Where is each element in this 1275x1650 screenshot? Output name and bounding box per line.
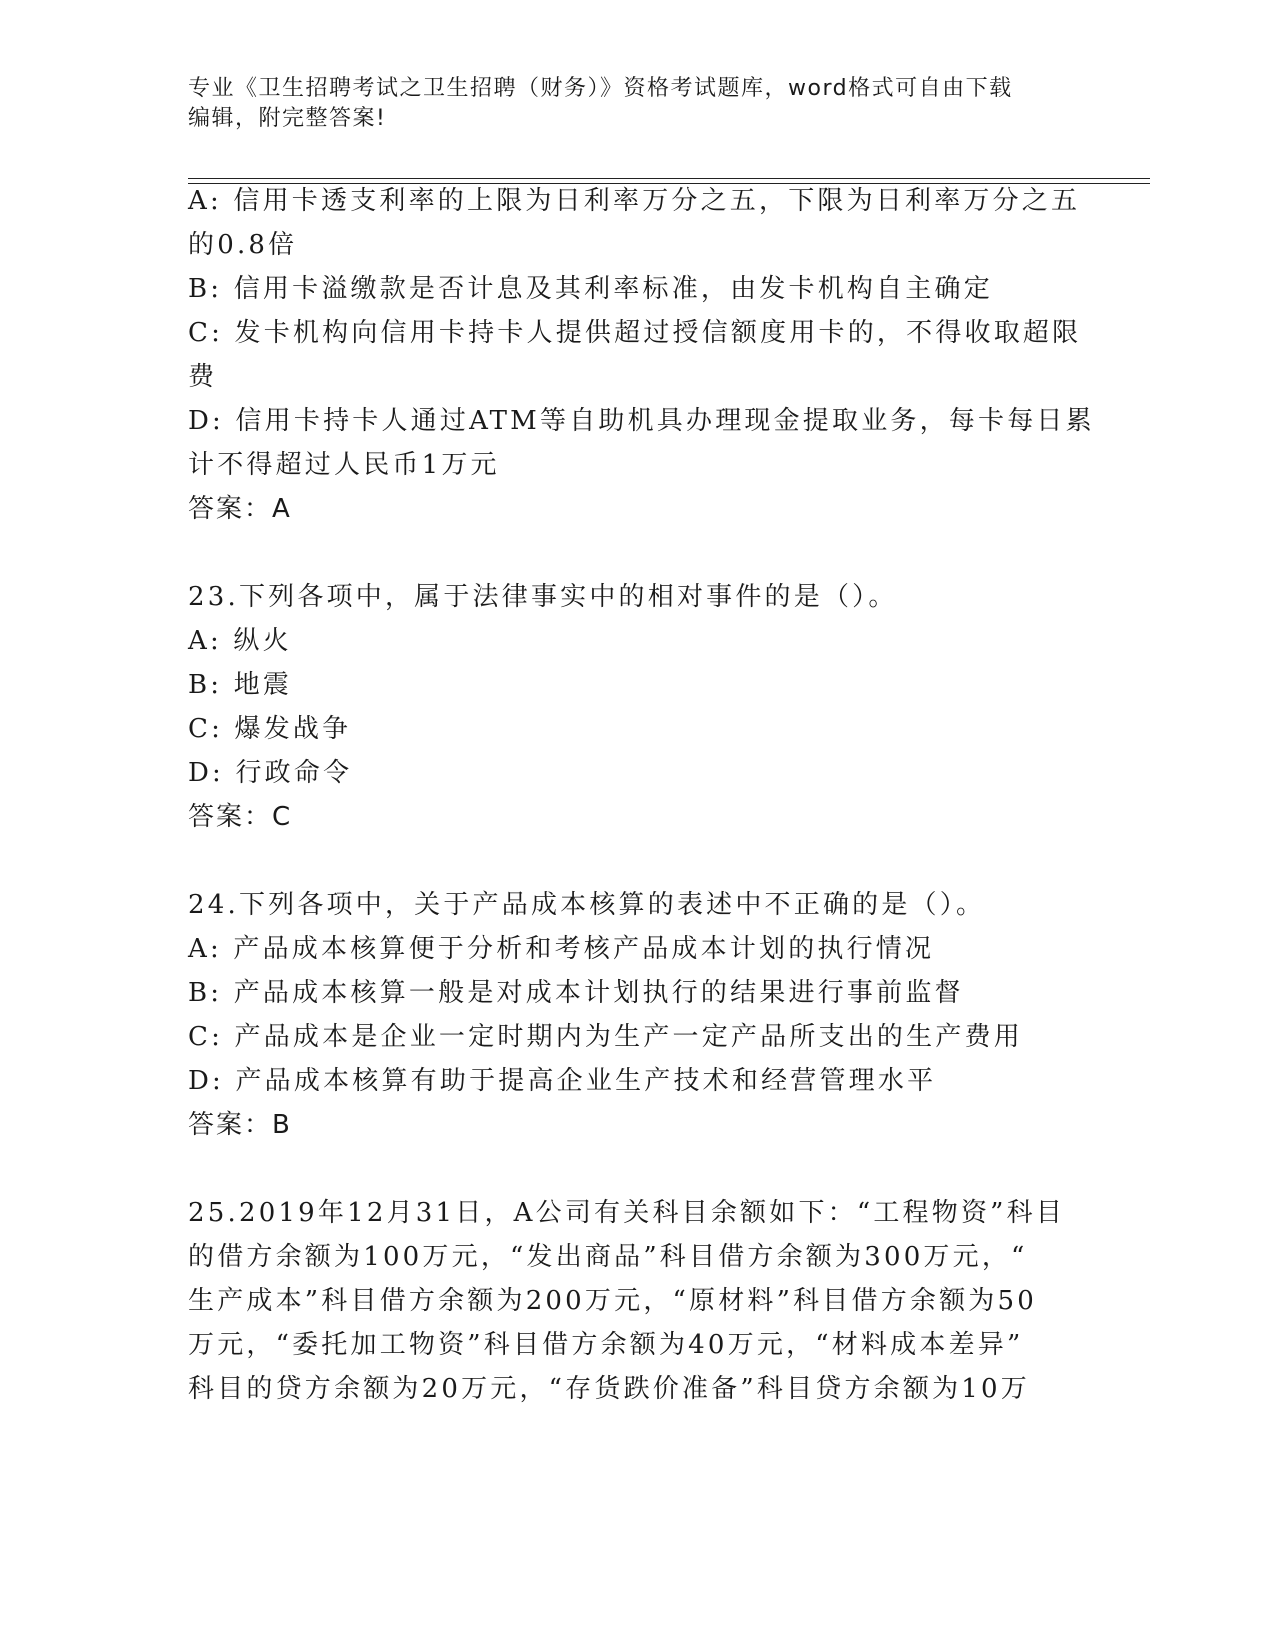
- q23-answer: 答案：C: [188, 802, 293, 832]
- q25-question-line-4: 万元，“委托加工物资”科目借方余额为40万元，“材料成本差异”: [188, 1330, 1024, 1360]
- q25-question-line-5: 科目的贷方余额为20万元，“存货跌价准备”科目贷方余额为10万: [188, 1374, 1030, 1404]
- q25-question-line-1: 25.2019年12月31日，A公司有关科目余额如下：“工程物资”科目: [188, 1198, 1066, 1228]
- q25-question-line-2: 的借方余额为100万元，“发出商品”科目借方余额为300万元，“: [188, 1242, 1028, 1272]
- q24-option-a: A: 产品成本核算便于分析和考核产品成本计划的执行情况: [188, 934, 935, 964]
- q22-option-d-line-2: 计不得超过人民币1万元: [188, 450, 500, 480]
- q24-option-c: C: 产品成本是企业一定时期内为生产一定产品所支出的生产费用: [188, 1022, 1023, 1052]
- q22-option-d-line-1: D: 信用卡持卡人通过ATM等自助机具办理现金提取业务，每卡每日累: [188, 406, 1095, 436]
- q22-answer: 答案：A: [188, 494, 292, 524]
- q23-question: 23.下列各项中，属于法律事实中的相对事件的是（）。: [188, 582, 898, 612]
- q23-option-a: A: 纵火: [188, 626, 292, 656]
- q22-option-a-line-1: A: 信用卡透支利率的上限为日利率万分之五，下限为日利率万分之五: [188, 186, 1081, 216]
- header-line-1: 专业《卫生招聘考试之卫生招聘（财务）》资格考试题库，word格式可自由下载: [188, 76, 1013, 101]
- q25-question-line-3: 生产成本”科目借方余额为200万元，“原材料”科目借方余额为50: [188, 1286, 1037, 1316]
- header-divider-bottom: [188, 183, 1150, 184]
- q22-option-b: B: 信用卡溢缴款是否计息及其利率标准，由发卡机构自主确定: [188, 274, 993, 304]
- header-line-2: 编辑，附完整答案!: [188, 106, 387, 131]
- q24-option-b: B: 产品成本核算一般是对成本计划执行的结果进行事前监督: [188, 978, 964, 1008]
- q23-option-b: B: 地震: [188, 670, 293, 700]
- q23-option-d: D: 行政命令: [188, 758, 353, 788]
- q22-option-c-line-2: 费: [188, 362, 218, 392]
- q24-question: 24.下列各项中，关于产品成本核算的表述中不正确的是（）。: [188, 890, 986, 920]
- header-divider-top: [188, 178, 1150, 179]
- q24-option-d: D: 产品成本核算有助于提高企业生产技术和经营管理水平: [188, 1066, 937, 1096]
- document-header: [188, 74, 1088, 134]
- q22-option-c-line-1: C: 发卡机构向信用卡持卡人提供超过授信额度用卡的，不得收取超限: [188, 318, 1082, 348]
- q22-option-a-line-2: 的0.8倍: [188, 230, 298, 260]
- q24-answer: 答案：B: [188, 1110, 292, 1140]
- q23-option-c: C: 爆发战争: [188, 714, 352, 744]
